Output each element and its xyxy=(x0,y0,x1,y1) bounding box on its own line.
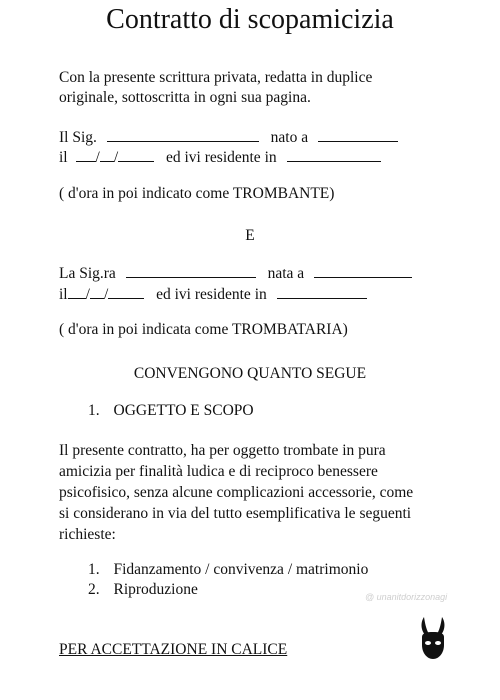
party2-name-blank xyxy=(126,263,256,278)
party1-residence-blank xyxy=(287,147,381,162)
party2-name-line xyxy=(59,263,412,284)
list-item xyxy=(88,560,368,580)
party2-label: La Sig.ra xyxy=(59,265,116,282)
agreement-heading: CONVENGONO QUANTO SEGUE xyxy=(133,365,367,382)
party1-label: Il Sig. xyxy=(59,129,97,146)
party2-month-blank xyxy=(90,284,104,299)
party1-role-note: ( d'ora in poi indicato come TROMBANTE) xyxy=(59,185,335,202)
party2-day-blank xyxy=(68,284,86,299)
section1-body-line: amicizia per finalità ludica e di reciproco benessere xyxy=(59,463,378,480)
conjunction: E xyxy=(245,227,255,244)
party2-slash: / xyxy=(85,286,90,303)
party2-slash: / xyxy=(103,286,109,303)
party1-month-blank xyxy=(100,147,114,162)
list-item-number: 2. xyxy=(88,581,100,598)
list-item-text: Riproduzione xyxy=(113,581,198,598)
party2-role-note: ( d'ora in poi indicata come TROMBATARIA) xyxy=(59,321,348,338)
list-item-text: Fidanzamento / convivenza / matrimonio xyxy=(113,561,369,578)
acceptance-line: PER ACCETTAZIONE IN CALICE xyxy=(59,641,288,658)
party1-born-label: nato a xyxy=(270,129,309,146)
watermark: @ unanitdorizzonagi xyxy=(365,592,448,602)
party2-birthplace-blank xyxy=(314,263,412,278)
party1-year-blank xyxy=(118,147,154,162)
party1-date-line xyxy=(59,147,381,168)
intro-line-1: Con la presente scrittura privata, redatta in duplice xyxy=(59,69,373,86)
intro-line-2: originale, sottoscritta in ogni sua pagina. xyxy=(59,89,311,106)
section1-number: 1. xyxy=(88,402,100,419)
party1-day-blank xyxy=(76,147,96,162)
document-title: Contratto di scopamicizia xyxy=(106,4,394,35)
party1-slash: / xyxy=(95,149,100,166)
party2-born-label: nata a xyxy=(267,265,305,282)
section1-heading xyxy=(88,401,254,421)
section1-title: OGGETTO E SCOPO xyxy=(113,402,254,419)
party2-year-blank xyxy=(108,284,144,299)
party1-residence-label: ed ivi residente in xyxy=(166,149,277,166)
list-item xyxy=(88,580,198,600)
list-item-number: 1. xyxy=(88,561,100,578)
bunny-mask-logo-icon xyxy=(415,615,451,663)
party2-residence-blank xyxy=(277,284,367,299)
section1-body-line: psicofisico, senza alcune complicazioni accessorie, come xyxy=(59,484,414,501)
party2-residence-label: ed ivi residente in xyxy=(156,286,267,303)
section1-body-line: si considerano in via del tutto esemplificativa le seguenti xyxy=(59,505,412,522)
party1-name-blank xyxy=(107,127,259,142)
section1-body-line: Il presente contratto, ha per oggetto trombate in pura xyxy=(59,442,386,459)
party2-date-prefix: il xyxy=(59,286,68,303)
party1-date-prefix: il xyxy=(59,149,68,166)
section1-body-line: richieste: xyxy=(59,526,116,543)
party1-name-line xyxy=(59,127,398,148)
party1-slash: / xyxy=(113,149,119,166)
party1-birthplace-blank xyxy=(318,127,398,142)
party2-date-line xyxy=(59,284,367,305)
